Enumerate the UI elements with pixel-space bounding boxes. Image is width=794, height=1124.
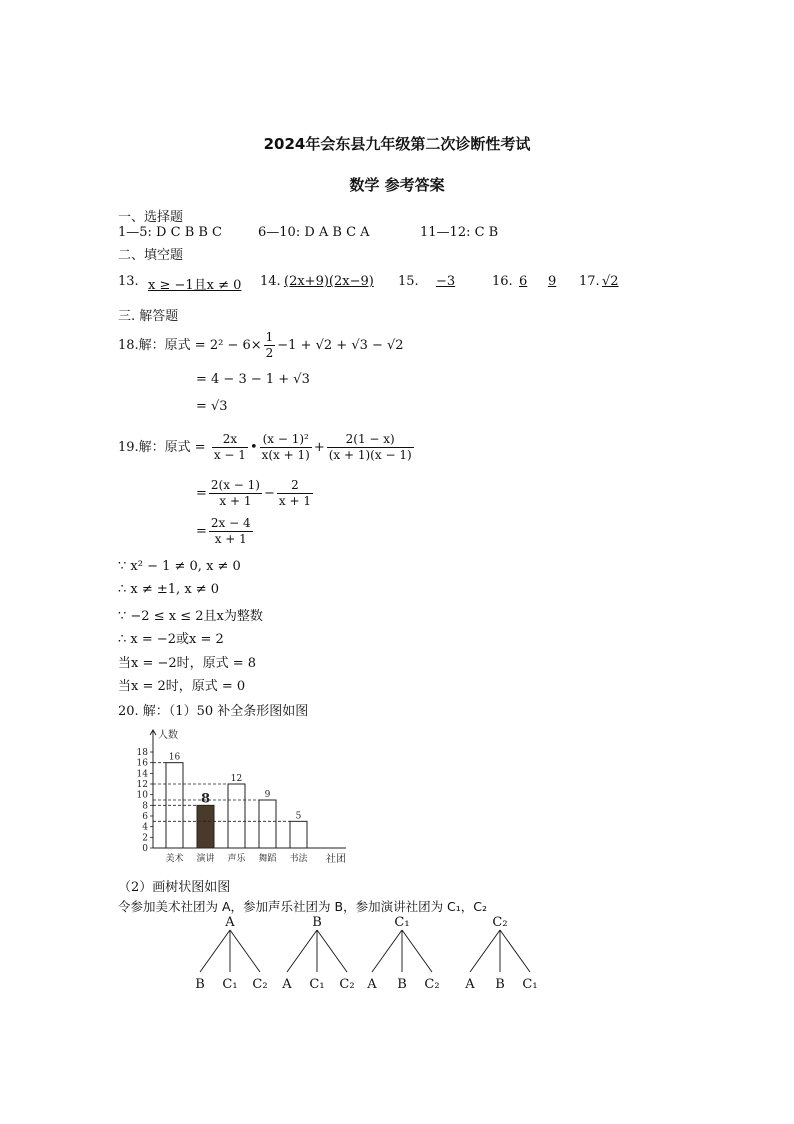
section-heading-solve: 三. 解答题 (118, 309, 179, 324)
q19-cond-1: ∵ x² − 1 ≠ 0, x ≠ 0 (118, 559, 241, 574)
y-tick-label: 18 (136, 748, 148, 758)
y-axis-label: 人数 (158, 730, 178, 741)
tree-leaf: C₂ (424, 977, 440, 992)
tree-branch (287, 930, 317, 972)
x-tick-label: 演讲 (196, 854, 215, 864)
q14-answer: (2x+9)(2x−9) (284, 274, 374, 289)
y-tick-label: 2 (142, 833, 148, 844)
tree-root-3: C₂ (492, 915, 508, 930)
answers-6-10: 6—10: D A B C A (258, 225, 370, 240)
bar-chart (118, 722, 368, 867)
q19-frac-3-num: 2(1 − x) (327, 432, 414, 448)
tree-leaf: A (465, 977, 475, 992)
tree-leaf: C₂ (339, 977, 355, 992)
q20-part-2: （2）画树状图如图 (118, 880, 231, 895)
tree-branch (372, 930, 402, 972)
q18-fraction-num: 1 (265, 330, 274, 344)
answers-11-12: 11—12: C B (420, 225, 499, 240)
y-tick-label: 10 (136, 790, 148, 801)
tree-leaf: B (495, 977, 505, 992)
tree-root-0: A (225, 915, 235, 930)
tree-root-1: B (312, 915, 322, 930)
q19-frac-4-den: x + 1 (219, 494, 252, 508)
q18-fraction (264, 330, 276, 361)
y-tick-label: 16 (136, 758, 148, 769)
tree-branch (500, 930, 530, 972)
q19-cond-4: ∴ x = −2或x = 2 (118, 632, 224, 647)
q18-line-2: = 4 − 3 − 1 + √3 (196, 372, 310, 387)
q18-line-3: = √3 (196, 399, 228, 414)
q20-description: 令参加美术社团为 A，参加声乐社团为 B，参加演讲社团为 C₁，C₂ (118, 899, 488, 914)
q19-frac-2 (260, 432, 312, 463)
q18-line-1 (118, 330, 404, 361)
q18-line-1-pre: 18.解：原式 = 2² − 6× (118, 338, 262, 353)
q19-line-1 (118, 432, 416, 463)
q19-frac-6-num: 2x − 4 (210, 516, 251, 530)
bar-声乐 (228, 784, 245, 848)
q14-number: 14. (260, 274, 281, 289)
q18-fraction-den: 2 (265, 346, 274, 360)
tree-leaf: A (367, 977, 377, 992)
q16-answer-2: 9 (548, 274, 557, 289)
tree-leaf: B (195, 977, 205, 992)
q19-line-2 (196, 478, 315, 509)
q16-number: 16. (492, 274, 513, 289)
y-tick-label: 8 (142, 801, 148, 812)
bar-演讲 (197, 805, 214, 848)
tree-branch (402, 930, 432, 972)
q17-number: 17. (579, 274, 600, 289)
tree-root-2: C₁ (394, 915, 410, 930)
page-subtitle: 数学 参考答案 (349, 176, 445, 194)
x-tick-label: 舞蹈 (258, 854, 277, 864)
tree-leaf: B (397, 977, 407, 992)
bar-舞蹈 (259, 800, 276, 848)
q19-line-1-pre: 19.解：原式 = (118, 440, 206, 455)
q18-line-1-post: −1 + √2 + √3 − √2 (277, 338, 404, 353)
section-heading-fill: 二、填空题 (118, 248, 184, 263)
q13-number: 13. (118, 274, 139, 289)
bar-data-label: 9 (264, 790, 271, 800)
tree-diagram (180, 912, 560, 997)
q17-answer: √2 (602, 274, 619, 289)
tree-branch (470, 930, 500, 972)
y-tick-label: 12 (136, 780, 148, 790)
y-tick-label: 14 (136, 769, 148, 780)
q19-frac-1-den: x − 1 (213, 448, 246, 462)
q15-answer: −3 (436, 274, 456, 289)
q19-frac-3 (327, 432, 414, 463)
q19-cond-6: 当x = 2时，原式 = 0 (118, 679, 246, 694)
x-tick-label: 书法 (289, 854, 308, 864)
q19-frac-6-den: x + 1 (214, 532, 247, 546)
q19-frac-2-den: x(x + 1) (261, 448, 310, 462)
q19-eq-2: = (196, 486, 207, 501)
q13-answer: x ≥ −1且x ≠ 0 (148, 278, 242, 293)
tree-leaf: A (282, 977, 292, 992)
bar-data-label: 16 (168, 752, 181, 763)
q19-cond-5: 当x = −2时，原式 = 8 (118, 656, 257, 671)
q19-frac-4-num: 2(x − 1) (210, 478, 260, 492)
q19-cond-3: ∵ −2 ≤ x ≤ 2且x为整数 (118, 609, 263, 624)
q19-frac-6 (209, 516, 253, 547)
bar-书法 (290, 821, 307, 848)
answers-1-5: 1—5: D C B B C (118, 225, 223, 240)
section-heading-choice: 一、选择题 (118, 210, 184, 225)
tree-leaf: C₁ (522, 977, 538, 992)
tree-branch (317, 930, 347, 972)
q19-plus: + (313, 440, 325, 455)
y-tick-label: 0 (142, 844, 148, 854)
bar-data-label: 12 (230, 774, 243, 784)
bar-data-label: 5 (295, 811, 302, 822)
q19-frac-1 (212, 432, 248, 463)
q20-line-1: 20. 解：（1）50 补全条形图如图 (118, 704, 309, 719)
q19-frac-5-num: 2 (277, 478, 313, 494)
q19-frac-4 (209, 478, 262, 509)
x-axis-label: 社团 (326, 854, 346, 865)
q15-number: 15. (398, 274, 419, 289)
q19-line-3 (196, 516, 255, 547)
q19-minus: − (264, 486, 275, 501)
tree-branch (200, 930, 230, 972)
tree-leaf: C₁ (222, 977, 238, 992)
page-title: 2024年会东县九年级第二次诊断性考试 (263, 135, 531, 153)
bar-data-label: 8 (200, 791, 211, 807)
x-tick-label: 声乐 (227, 854, 246, 864)
q19-frac-3-den: (x + 1)(x − 1) (328, 448, 412, 462)
q19-frac-5 (277, 478, 313, 509)
q19-dot: • (249, 440, 258, 455)
tree-branch (230, 930, 260, 972)
q19-frac-5-den: x + 1 (278, 494, 311, 508)
y-tick-label: 6 (142, 812, 148, 822)
q16-answer-1: 6 (519, 274, 528, 289)
q19-frac-1-num: 2x (212, 432, 248, 448)
tree-leaf: C₂ (252, 977, 268, 992)
q19-frac-2-num: (x − 1)² (260, 432, 312, 448)
tree-leaf: C₁ (309, 977, 325, 992)
q19-eq-3: = (196, 524, 207, 539)
x-tick-label: 美术 (165, 854, 184, 864)
q19-cond-2: ∴ x ≠ ±1, x ≠ 0 (118, 582, 220, 597)
y-tick-label: 4 (142, 822, 148, 833)
